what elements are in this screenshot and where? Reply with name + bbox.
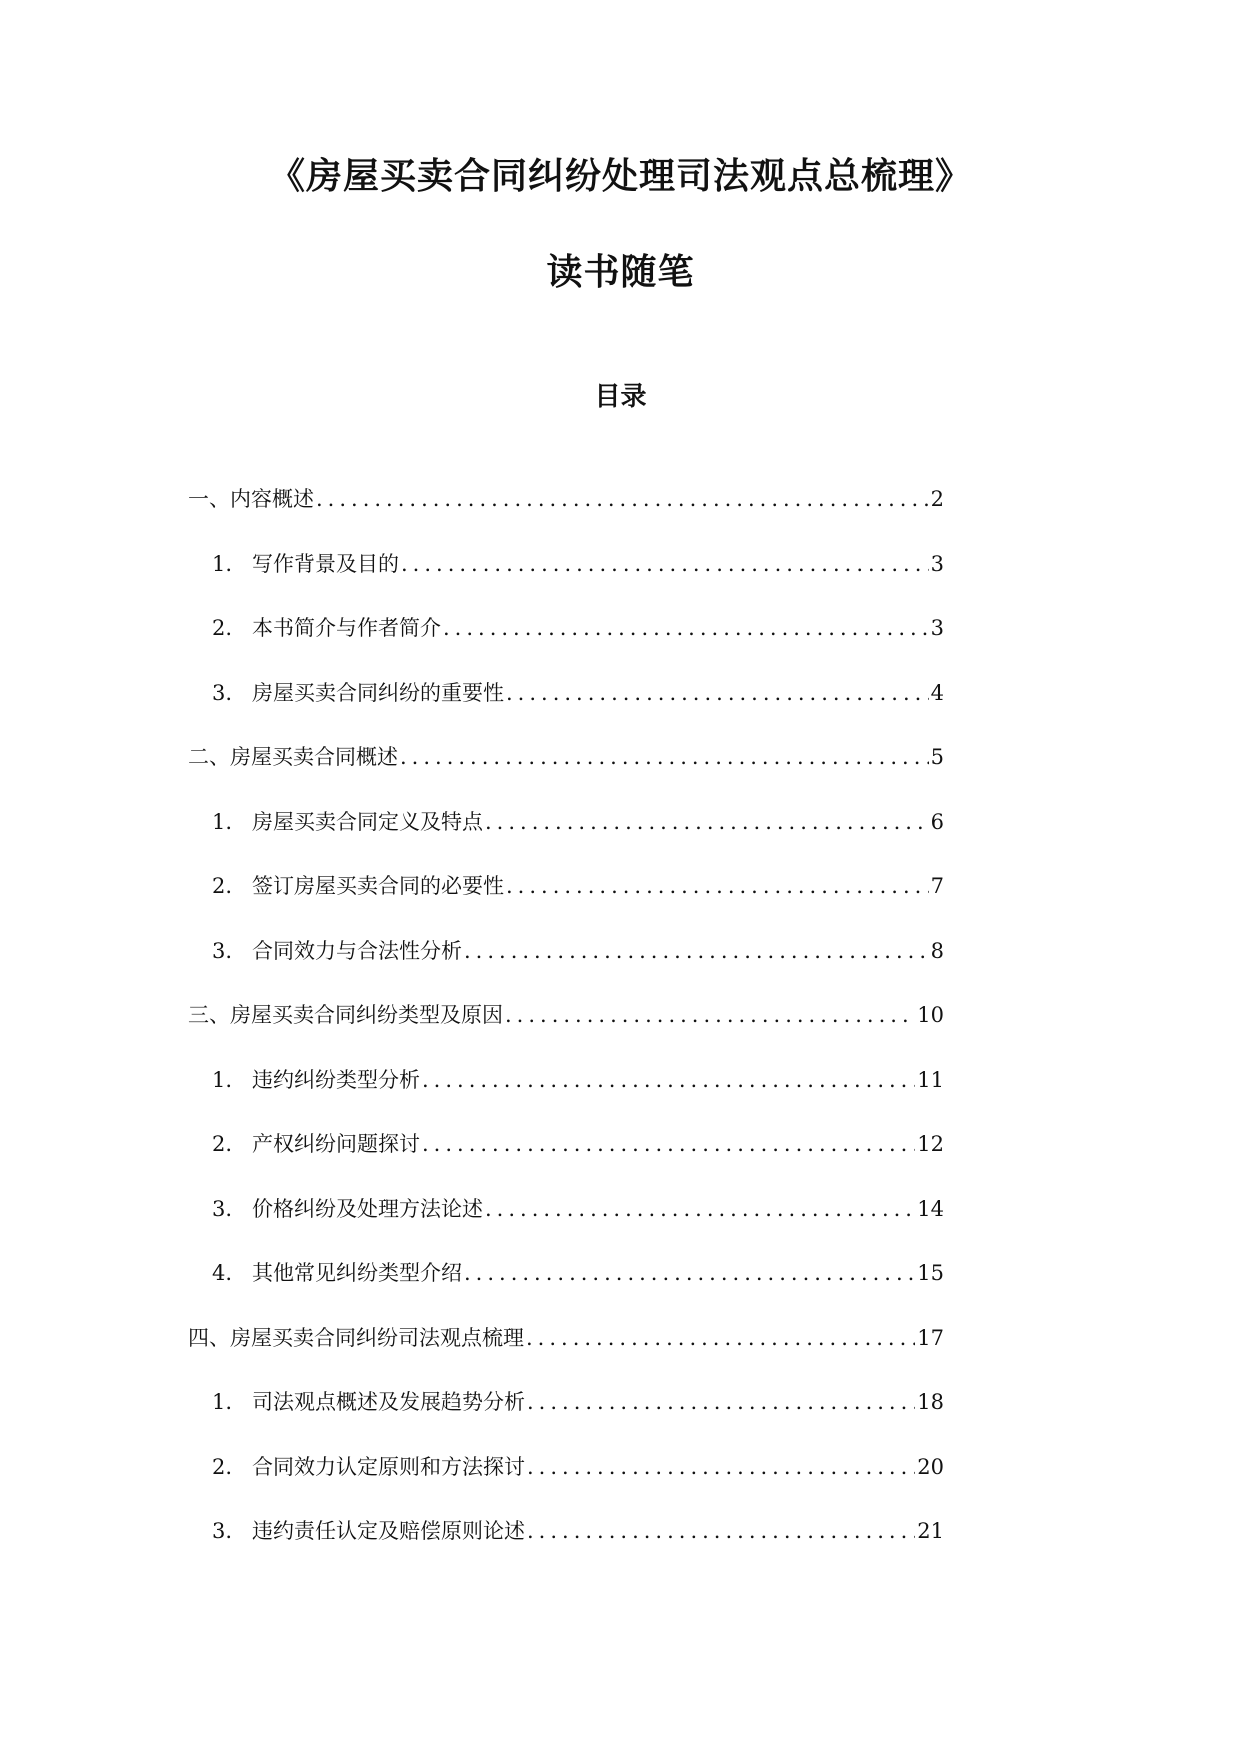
- toc-entry-number: 3.: [212, 939, 233, 963]
- toc-entry-label: 二、房屋买卖合同概述: [188, 745, 398, 769]
- toc-dot-leader: [505, 999, 915, 1031]
- toc-dot-leader: [527, 1386, 915, 1418]
- toc-entry-label: 其他常见纠纷类型介绍: [252, 1261, 462, 1285]
- toc-entry-number: 3.: [212, 1519, 233, 1543]
- toc-entry-label: 写作背景及目的: [252, 552, 399, 576]
- toc-dot-leader: [506, 870, 929, 902]
- toc-entry-label: 一、内容概述: [188, 487, 314, 511]
- toc-entry-label: 签订房屋买卖合同的必要性: [252, 874, 504, 898]
- toc-entry-number: 2.: [212, 1455, 233, 1479]
- toc-entry-label: 四、房屋买卖合同纠纷司法观点梳理: [188, 1326, 524, 1350]
- toc-heading: 目录: [594, 382, 647, 412]
- toc-dot-leader: [527, 1515, 915, 1547]
- document-title: 《房屋买卖合同纠纷处理司法观点总梳理》: [268, 155, 972, 197]
- toc-entry-page-number: 3: [930, 616, 944, 640]
- toc-entry-label: 违约纠纷类型分析: [252, 1068, 420, 1092]
- toc-entry-page-number: 5: [930, 745, 944, 769]
- toc-entry-number: 1.: [212, 810, 233, 834]
- toc-entry-label: 房屋买卖合同纠纷的重要性: [252, 681, 504, 705]
- toc-entry-label: 房屋买卖合同定义及特点: [252, 810, 483, 834]
- toc-entry-page-number: 15: [917, 1261, 944, 1285]
- toc-dot-leader: [485, 1193, 915, 1225]
- toc-entry[interactable]: [188, 483, 944, 515]
- toc-entry-number: 1.: [212, 1390, 233, 1414]
- toc-entry-label: 违约责任认定及赔偿原则论述: [252, 1519, 525, 1543]
- toc-dot-leader: [506, 677, 929, 709]
- toc-entry[interactable]: [212, 935, 944, 967]
- toc-entry-number: 2.: [212, 616, 233, 640]
- toc-entry-label: 价格纠纷及处理方法论述: [252, 1197, 483, 1221]
- toc-entry[interactable]: [212, 1193, 944, 1225]
- toc-dot-leader: [464, 935, 929, 967]
- toc-dot-leader: [400, 741, 929, 773]
- toc-entry-page-number: 6: [930, 810, 944, 834]
- toc-dot-leader: [443, 612, 929, 644]
- toc-entry[interactable]: [212, 806, 944, 838]
- toc-dot-leader: [422, 1064, 915, 1096]
- toc-entry-page-number: 2: [930, 487, 944, 511]
- toc-entry-page-number: 10: [917, 1003, 944, 1027]
- toc-entry-label: 产权纠纷问题探讨: [252, 1132, 420, 1156]
- toc-entry[interactable]: [212, 677, 944, 709]
- toc-entry[interactable]: [188, 999, 944, 1031]
- toc-entry-label: 本书简介与作者简介: [252, 616, 441, 640]
- toc-entry-page-number: 8: [930, 939, 944, 963]
- toc-entry-page-number: 20: [917, 1455, 944, 1479]
- toc-entry-page-number: 12: [917, 1132, 944, 1156]
- toc-dot-leader: [526, 1322, 915, 1354]
- toc-entry[interactable]: [212, 1386, 944, 1418]
- toc-entry-label: 合同效力认定原则和方法探讨: [252, 1455, 525, 1479]
- toc-entry[interactable]: [212, 1451, 944, 1483]
- toc-entry-label: 合同效力与合法性分析: [252, 939, 462, 963]
- toc-entry-page-number: 18: [917, 1390, 944, 1414]
- toc-entry-number: 2.: [212, 1132, 233, 1156]
- toc-entry-number: 4.: [212, 1261, 233, 1285]
- toc-entry-number: 3.: [212, 681, 233, 705]
- toc-entry[interactable]: [212, 870, 944, 902]
- toc-entry-number: 3.: [212, 1197, 233, 1221]
- toc-entry[interactable]: [188, 1322, 944, 1354]
- toc-dot-leader: [464, 1257, 915, 1289]
- toc-entry[interactable]: [212, 548, 944, 580]
- toc-entry-page-number: 7: [930, 874, 944, 898]
- toc-entry-label: 三、房屋买卖合同纠纷类型及原因: [188, 1003, 503, 1027]
- toc-entry[interactable]: [212, 1064, 944, 1096]
- toc-entry[interactable]: [188, 741, 944, 773]
- toc-dot-leader: [527, 1451, 915, 1483]
- toc-entry-number: 1.: [212, 1068, 233, 1092]
- toc-dot-leader: [316, 483, 929, 515]
- toc-entry[interactable]: [212, 1128, 944, 1160]
- toc-entry-page-number: 3: [930, 552, 944, 576]
- toc-entry-page-number: 14: [917, 1197, 944, 1221]
- toc-entry[interactable]: [212, 612, 944, 644]
- toc-dot-leader: [485, 806, 929, 838]
- toc-entry-page-number: 17: [917, 1326, 944, 1350]
- toc-dot-leader: [401, 548, 929, 580]
- toc-entry[interactable]: [212, 1515, 944, 1547]
- toc-entry-page-number: 4: [930, 681, 944, 705]
- toc-entry-page-number: 21: [917, 1519, 944, 1543]
- toc-dot-leader: [422, 1128, 915, 1160]
- document-subtitle: 读书随笔: [546, 251, 695, 293]
- toc-entry-page-number: 11: [917, 1068, 944, 1092]
- toc-entry-label: 司法观点概述及发展趋势分析: [252, 1390, 525, 1414]
- toc-entry[interactable]: [212, 1257, 944, 1289]
- toc-entry-number: 1.: [212, 552, 233, 576]
- toc-entry-number: 2.: [212, 874, 233, 898]
